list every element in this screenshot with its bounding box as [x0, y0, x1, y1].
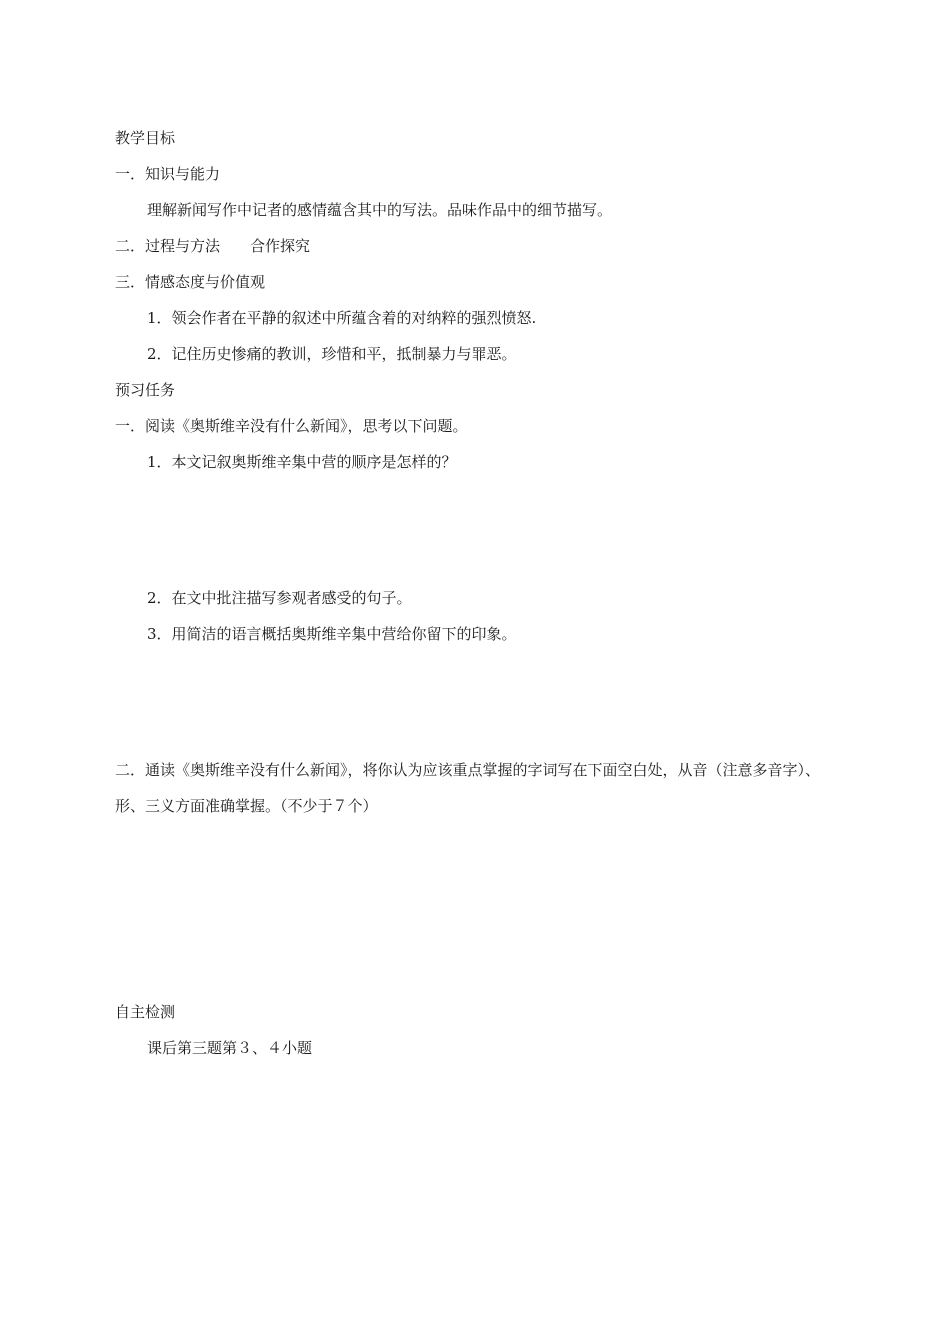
task-1-question-2: 2．在文中批注描写参观者感受的句子。: [147, 589, 412, 607]
goal-emotion-title: 三．情感态度与价值观: [115, 273, 266, 291]
task-1-question-1: 1．本文记叙奥斯维辛集中营的顺序是怎样的？: [147, 453, 457, 471]
section-heading-self-check: 自主检测: [115, 1003, 176, 1021]
goal-emotion-item-1: 1．领会作者在平静的叙述中所蕴含着的对纳粹的强烈愤怒.: [147, 309, 537, 327]
self-check-text: 课后第三题第３、４小题: [147, 1039, 313, 1057]
goal-process-title: 二．过程与方法 合作探究: [115, 237, 311, 255]
goal-knowledge-text: 理解新闻写作中记者的感情蕴含其中的写法。品味作品中的细节描写。: [147, 201, 613, 219]
task-2-text: 二．通读《奥斯维辛没有什么新闻》，将你认为应该重点掌握的字词写在下面空白处，从音（注意多音字）、形、三义方面准确掌握。（不少于７个）: [115, 761, 821, 815]
goal-knowledge-title: 一．知识与能力: [115, 165, 221, 183]
task-1-title: 一．阅读《奥斯维辛没有什么新闻》，思考以下问题。: [115, 417, 468, 435]
goal-emotion-item-2: 2．记住历史惨痛的教训，珍惜和平，抵制暴力与罪恶。: [147, 345, 517, 363]
section-heading-teaching-goals: 教学目标: [115, 129, 176, 147]
task-1-question-3: 3．用简洁的语言概括奥斯维辛集中营给你留下的印象。: [147, 625, 517, 643]
section-heading-preview-tasks: 预习任务: [115, 381, 176, 399]
